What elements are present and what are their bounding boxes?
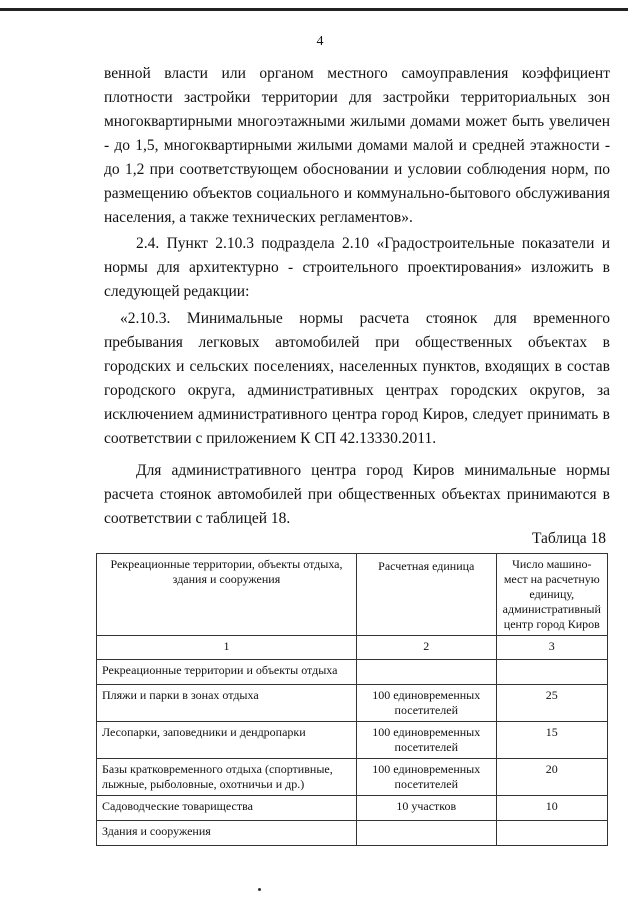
row-name: Здания и сооружения <box>97 821 357 846</box>
table-caption: Таблица 18 <box>531 530 606 547</box>
row-value: 25 <box>496 685 607 722</box>
row-name: Лесопарки, заповедники и дендропарки <box>97 722 357 759</box>
top-rule <box>0 8 628 11</box>
page-number: 4 <box>316 34 324 49</box>
table-row <box>97 821 608 846</box>
row-unit <box>356 660 496 685</box>
header-objects: Рекреационные территории, объекты отдыха, здания и сооружения <box>97 554 357 636</box>
paragraph-continuation: венной власти или органом местного самоуправления коэффициент плотности застройки территории для застройки территориальных зон многоквартирными многоэтажными жилыми домами может быть увеличен - до 1,5, многоквартирными жилыми домами малой и средней этажности - до 1,2 при соответствующем обосновании и условии соблюдения норм, по размещению объектов социального и коммунально-бытового обслуживания населения, а также технических регламентов». <box>104 65 610 226</box>
row-value <box>496 821 607 846</box>
header-unit: Расчетная единица <box>356 554 496 636</box>
paragraph-2-4: 2.4. Пункт 2.10.3 подраздела 2.10 «Градостроительные показатели и нормы для архитектурно - строительного проектирования» изложить в следующей редакции: <box>104 235 610 300</box>
table-row <box>97 685 608 722</box>
column-number: 3 <box>496 636 607 660</box>
row-unit: 100 единовременных посетителей <box>356 722 496 759</box>
header-spaces: Число машино-мест на расчетную единицу, административный центр город Киров <box>496 554 607 636</box>
row-name: Рекреационные территории и объекты отдыха <box>97 660 357 685</box>
scan-dot <box>258 888 261 891</box>
row-value: 15 <box>496 722 607 759</box>
row-value: 10 <box>496 796 607 821</box>
parking-norms-table <box>96 553 608 846</box>
row-unit: 100 единовременных посетителей <box>356 685 496 722</box>
row-unit <box>356 821 496 846</box>
row-name: Садоводческие товарищества <box>97 796 357 821</box>
table-header-row <box>97 554 608 636</box>
paragraph-2-10-3: «2.10.3. Минимальные нормы расчета стоянок для временного пребывания легковых автомобилей при общественных объектах в городских и сельских поселениях, населенных пунктов, входящих в состав городского округа, административных центрах городских округов, за исключением административного центра город Киров, следует принимать в соответствии с приложением К СП 42.13330.2011. <box>104 310 610 447</box>
table-row <box>97 796 608 821</box>
table-row <box>97 722 608 759</box>
column-number-row <box>97 636 608 660</box>
paragraph-kirov: Для административного центра город Киров минимальные нормы расчета стоянок автомобилей при общественных объектах принимаются в соответствии с таблицей 18. <box>104 462 610 527</box>
row-name: Пляжи и парки в зонах отдыха <box>97 685 357 722</box>
row-unit: 100 единовременных посетителей <box>356 759 496 796</box>
table-row <box>97 759 608 796</box>
row-name: Базы кратковременного отдыха (спортивные, лыжные, рыболовные, охотничьи и др.) <box>97 759 357 796</box>
row-unit: 10 участков <box>356 796 496 821</box>
column-number: 2 <box>356 636 496 660</box>
column-number: 1 <box>97 636 357 660</box>
row-value <box>496 660 607 685</box>
row-value: 20 <box>496 759 607 796</box>
table-row <box>97 660 608 685</box>
